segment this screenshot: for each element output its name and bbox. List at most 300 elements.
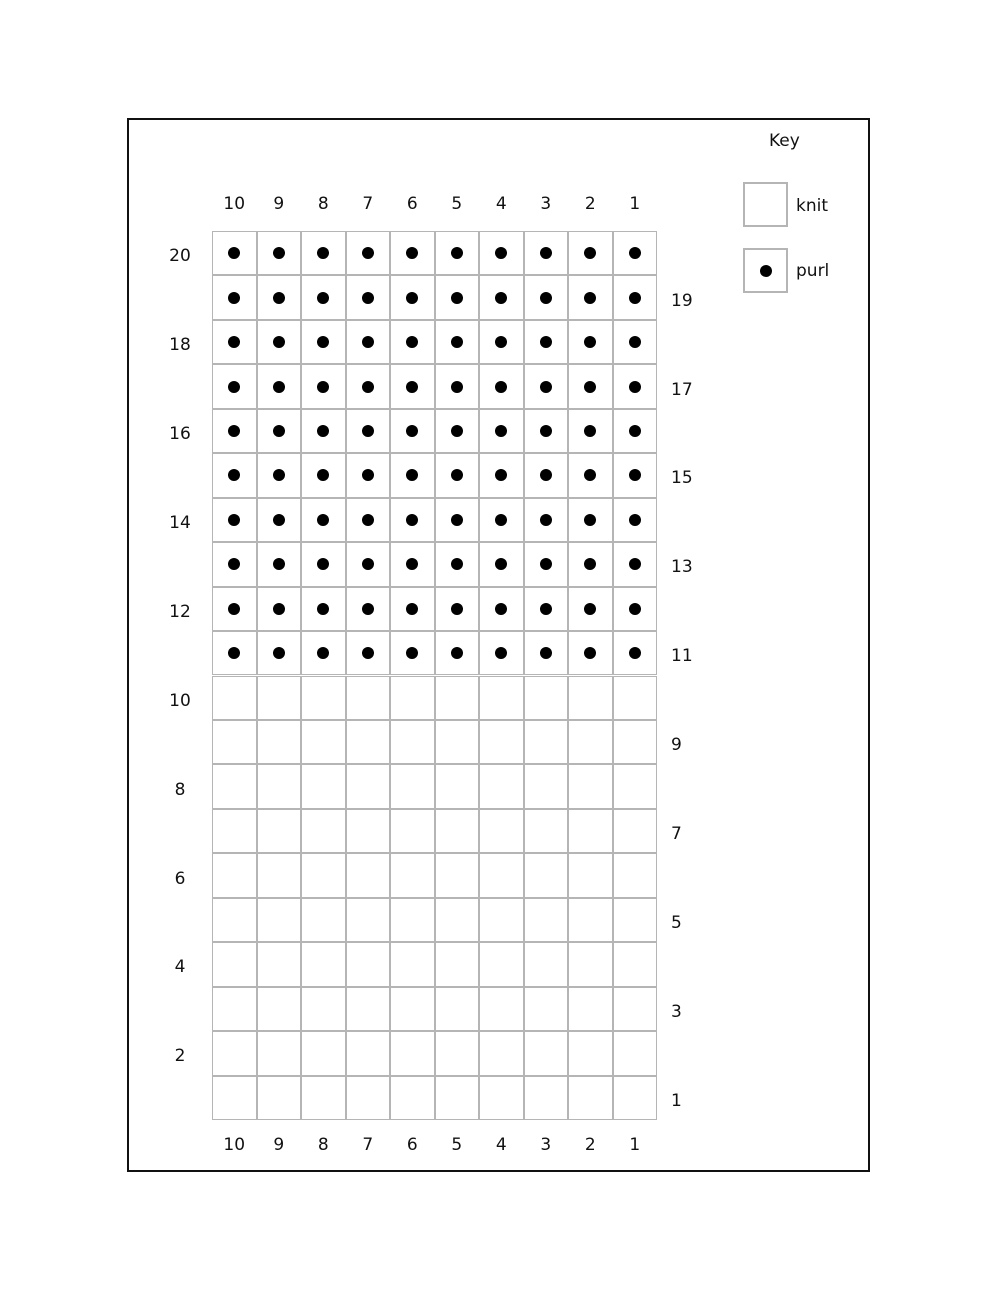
knit-cell [301,1076,346,1120]
purl-dot-icon [495,381,507,393]
knit-cell [479,1031,524,1075]
knit-cell [346,1076,391,1120]
row-label: 17 [671,379,693,400]
column-label: 10 [223,1135,246,1155]
knit-cell [390,764,435,808]
purl-cell [390,631,435,675]
purl-cell [479,275,524,319]
purl-cell [390,364,435,408]
purl-dot-icon [540,647,552,659]
column-label: 9 [273,194,285,214]
purl-cell [346,231,391,275]
knit-cell [435,987,480,1031]
purl-cell [301,453,346,497]
purl-cell [212,409,257,453]
column-label: 10 [223,194,246,214]
knit-cell [435,809,480,853]
purl-dot-icon [228,558,240,570]
knit-cell [212,676,257,720]
purl-cell [346,542,391,586]
purl-dot-icon [451,247,463,259]
purl-cell [301,498,346,542]
knit-cell [479,764,524,808]
row-label: 12 [169,601,191,622]
row-label: 14 [169,512,191,533]
purl-dot-icon [317,425,329,437]
purl-dot-icon [228,603,240,615]
knit-cell [301,720,346,764]
knit-key-symbol [743,182,788,227]
knit-cell [301,898,346,942]
purl-cell [212,542,257,586]
purl-cell [524,275,569,319]
purl-dot-icon [584,292,596,304]
purl-cell [568,364,613,408]
knit-cell [257,853,302,897]
purl-cell [435,587,480,631]
purl-cell [346,498,391,542]
purl-dot-icon [584,647,596,659]
purl-cell [257,453,302,497]
column-label: 6 [406,1135,418,1155]
purl-cell [568,542,613,586]
knit-cell [301,676,346,720]
knit-cell [301,809,346,853]
purl-cell [346,364,391,408]
purl-cell [301,231,346,275]
knit-cell [524,942,569,986]
purl-dot-icon [362,603,374,615]
purl-cell [613,320,658,364]
purl-dot-icon [451,336,463,348]
knit-cell [524,853,569,897]
purl-cell [301,587,346,631]
knit-cell [435,1076,480,1120]
knit-cell [435,764,480,808]
knit-cell [346,987,391,1031]
knit-cell [435,676,480,720]
purl-cell [613,498,658,542]
purl-dot-icon [629,469,641,481]
purl-dot-icon [228,647,240,659]
knit-cell [435,720,480,764]
knit-cell [479,809,524,853]
purl-dot-icon [273,514,285,526]
purl-cell [257,542,302,586]
knit-cell [257,987,302,1031]
knit-cell [212,853,257,897]
knit-cell [301,853,346,897]
knit-cell [257,764,302,808]
purl-cell [346,320,391,364]
knit-cell [568,720,613,764]
purl-dot-icon [228,381,240,393]
column-label: 4 [495,194,507,214]
purl-dot-icon [362,381,374,393]
knit-cell [257,1031,302,1075]
row-label: 3 [671,1001,682,1022]
row-label: 10 [169,690,191,711]
purl-cell [435,320,480,364]
knit-cell [568,1031,613,1075]
purl-dot-icon [317,247,329,259]
purl-cell [212,631,257,675]
purl-dot-icon [362,514,374,526]
knit-cell [390,809,435,853]
purl-dot-icon [584,514,596,526]
purl-dot-icon [362,558,374,570]
knit-cell [524,676,569,720]
purl-cell [613,587,658,631]
purl-cell [257,364,302,408]
knit-cell [613,809,658,853]
purl-dot-icon [317,603,329,615]
purl-dot-icon [584,425,596,437]
knit-cell [479,1076,524,1120]
purl-dot-icon [406,469,418,481]
purl-cell [524,409,569,453]
purl-cell [301,542,346,586]
purl-cell [346,409,391,453]
purl-cell [479,453,524,497]
purl-dot-icon [629,292,641,304]
knit-cell [390,676,435,720]
purl-cell [390,231,435,275]
purl-dot-icon [584,336,596,348]
knit-cell [524,809,569,853]
purl-cell [435,409,480,453]
purl-cell [212,231,257,275]
knit-cell [212,720,257,764]
row-label: 19 [671,290,693,311]
purl-dot-icon [362,647,374,659]
purl-key-label: purl [796,261,830,281]
knit-cell [524,720,569,764]
column-label: 2 [584,1135,596,1155]
knit-cell [613,1076,658,1120]
purl-cell [524,453,569,497]
purl-cell [346,275,391,319]
purl-cell [479,631,524,675]
key-title: Key [769,131,800,151]
knit-cell [479,676,524,720]
row-label: 9 [671,735,682,756]
purl-dot-icon [629,336,641,348]
row-label: 1 [671,1090,682,1111]
purl-dot-icon [451,514,463,526]
purl-dot-icon [228,247,240,259]
purl-dot-icon [495,336,507,348]
knit-cell [613,987,658,1031]
purl-dot-icon [629,603,641,615]
knit-cell [568,853,613,897]
purl-cell [257,409,302,453]
purl-dot-icon [495,247,507,259]
column-label: 3 [540,194,552,214]
column-label: 1 [629,1135,641,1155]
knit-cell [524,764,569,808]
row-label: 6 [174,868,186,889]
purl-cell [257,275,302,319]
purl-dot-icon [540,514,552,526]
knit-cell [257,676,302,720]
purl-cell [568,275,613,319]
knit-cell [390,720,435,764]
knit-cell [390,1076,435,1120]
column-label: 3 [540,1135,552,1155]
row-label: 15 [671,468,693,489]
purl-cell [524,498,569,542]
knit-cell [435,853,480,897]
purl-dot-icon [495,469,507,481]
knit-cell [613,853,658,897]
knit-cell [390,853,435,897]
purl-dot-icon [228,469,240,481]
purl-dot-icon [317,469,329,481]
purl-cell [435,364,480,408]
purl-cell [524,231,569,275]
knit-cell [479,942,524,986]
purl-cell [613,631,658,675]
knit-cell [613,1031,658,1075]
purl-dot-icon [629,247,641,259]
column-label: 9 [273,1135,285,1155]
purl-dot-icon [406,514,418,526]
row-label: 7 [671,824,682,845]
purl-cell [301,275,346,319]
purl-dot-icon [317,647,329,659]
purl-dot-icon [317,558,329,570]
purl-cell [301,631,346,675]
purl-dot-icon [273,603,285,615]
purl-cell [568,409,613,453]
purl-cell [257,631,302,675]
knit-cell [212,1076,257,1120]
knit-cell [257,1076,302,1120]
purl-cell [613,231,658,275]
knit-cell [568,676,613,720]
purl-dot-icon [228,514,240,526]
purl-dot-icon [629,425,641,437]
purl-cell [524,587,569,631]
column-label: 7 [362,1135,374,1155]
knit-cell [568,987,613,1031]
knit-cell [390,1031,435,1075]
purl-dot-icon [228,292,240,304]
knit-cell [212,764,257,808]
purl-cell [435,453,480,497]
purl-dot-icon [495,514,507,526]
purl-cell [212,453,257,497]
purl-dot-icon [584,603,596,615]
purl-cell [390,498,435,542]
knit-cell [346,720,391,764]
purl-dot-icon [406,336,418,348]
purl-cell [257,498,302,542]
row-label: 4 [174,957,186,978]
purl-cell [390,453,435,497]
purl-dot-icon [317,336,329,348]
row-label: 11 [671,646,693,667]
row-label: 13 [671,557,693,578]
purl-dot-icon [629,514,641,526]
purl-dot-icon [584,381,596,393]
purl-dot-icon [540,425,552,437]
purl-dot-icon [406,603,418,615]
purl-cell [435,231,480,275]
purl-dot-icon [362,425,374,437]
purl-cell [257,231,302,275]
knit-cell [301,942,346,986]
knit-cell [212,942,257,986]
purl-cell [568,320,613,364]
purl-cell [346,587,391,631]
purl-dot-icon [451,558,463,570]
purl-dot-icon [584,247,596,259]
purl-dot-icon [451,292,463,304]
column-label: 4 [495,1135,507,1155]
purl-cell [212,498,257,542]
purl-dot-icon [495,292,507,304]
knit-cell [346,764,391,808]
row-label: 16 [169,424,191,445]
purl-cell [479,587,524,631]
knit-cell [479,898,524,942]
knit-cell [390,987,435,1031]
purl-dot-icon [540,603,552,615]
knit-cell [257,898,302,942]
stitch-grid [212,231,657,1120]
purl-cell [479,231,524,275]
purl-dot-icon [760,265,772,277]
purl-dot-icon [228,425,240,437]
knit-cell [346,809,391,853]
knit-cell [613,720,658,764]
purl-dot-icon [629,647,641,659]
knit-cell [257,720,302,764]
purl-cell [479,320,524,364]
purl-dot-icon [451,381,463,393]
knit-cell [346,1031,391,1075]
purl-cell [479,364,524,408]
purl-cell [212,275,257,319]
purl-cell [346,631,391,675]
purl-dot-icon [584,469,596,481]
row-label: 2 [174,1046,186,1067]
purl-dot-icon [362,247,374,259]
purl-cell [212,364,257,408]
knit-cell [257,809,302,853]
knit-cell [479,720,524,764]
purl-dot-icon [540,247,552,259]
purl-cell [390,320,435,364]
purl-cell [524,320,569,364]
purl-dot-icon [273,381,285,393]
knit-cell [435,898,480,942]
purl-cell [257,587,302,631]
purl-cell [390,542,435,586]
column-label: 8 [317,1135,329,1155]
purl-dot-icon [540,336,552,348]
purl-dot-icon [317,514,329,526]
column-label: 5 [451,1135,463,1155]
purl-dot-icon [228,336,240,348]
knit-cell [435,1031,480,1075]
purl-dot-icon [495,603,507,615]
purl-cell [435,631,480,675]
knit-cell [479,853,524,897]
row-label: 20 [169,246,191,267]
purl-dot-icon [273,247,285,259]
purl-dot-icon [406,247,418,259]
knit-cell [524,1031,569,1075]
knit-cell [301,987,346,1031]
purl-cell [479,498,524,542]
purl-dot-icon [584,558,596,570]
purl-key-symbol [743,248,788,293]
knit-cell [390,942,435,986]
knit-cell [346,898,391,942]
knit-cell [613,942,658,986]
purl-cell [524,364,569,408]
row-label: 5 [671,912,682,933]
knit-cell [613,676,658,720]
purl-cell [568,587,613,631]
knit-cell [346,853,391,897]
purl-cell [613,409,658,453]
purl-cell [435,498,480,542]
purl-cell [301,320,346,364]
purl-cell [524,631,569,675]
knit-cell [435,942,480,986]
purl-dot-icon [317,292,329,304]
knit-cell [479,987,524,1031]
purl-cell [390,409,435,453]
purl-cell [346,453,391,497]
knit-cell [212,1031,257,1075]
purl-cell [479,542,524,586]
purl-dot-icon [406,647,418,659]
purl-cell [257,320,302,364]
purl-cell [613,364,658,408]
purl-dot-icon [273,558,285,570]
purl-dot-icon [273,647,285,659]
purl-dot-icon [362,292,374,304]
purl-dot-icon [451,425,463,437]
purl-dot-icon [273,292,285,304]
row-label: 18 [169,335,191,356]
purl-dot-icon [451,647,463,659]
knit-cell [613,764,658,808]
purl-dot-icon [273,336,285,348]
purl-dot-icon [629,381,641,393]
purl-dot-icon [406,381,418,393]
purl-cell [568,453,613,497]
purl-dot-icon [495,647,507,659]
purl-dot-icon [362,469,374,481]
purl-dot-icon [540,292,552,304]
column-label: 2 [584,194,596,214]
purl-dot-icon [495,425,507,437]
purl-dot-icon [317,381,329,393]
purl-cell [435,275,480,319]
column-label: 5 [451,194,463,214]
purl-dot-icon [540,558,552,570]
knit-cell [212,987,257,1031]
knit-cell [568,898,613,942]
knit-cell [346,676,391,720]
purl-dot-icon [406,292,418,304]
